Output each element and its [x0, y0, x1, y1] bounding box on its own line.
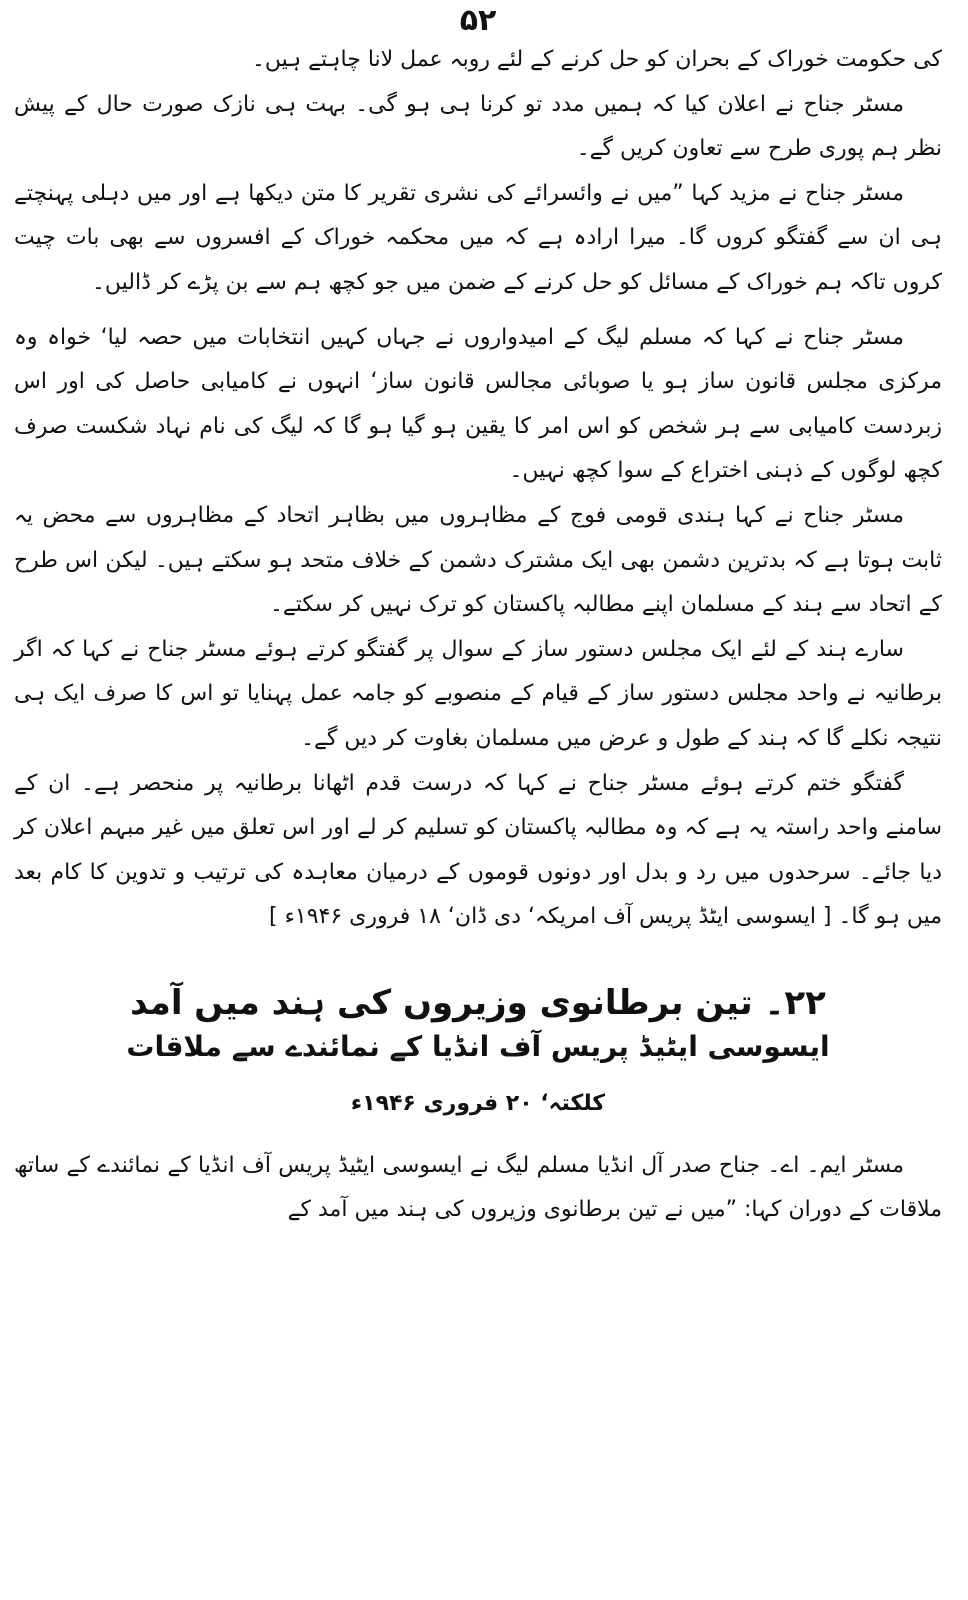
paragraph-cooperation: مسٹر جناح نے اعلان کیا کہ ہمیں مدد تو کرنا ہی ہو گی۔ بہت ہی نازک صورت حال کے پیش نظر ہم پوری طرح سے تعاون کریں گے۔	[14, 91, 942, 162]
section-title: ۲۲۔ تین برطانوی وزیروں کی ہند میں آمد	[130, 982, 826, 1023]
paragraph-conclusion	[14, 762, 942, 940]
paragraph-continuation: کی حکومت خوراک کے بحران کو حل کرنے کے لئے روبہ عمل لانا چاہتے ہیں۔	[251, 47, 942, 72]
paragraph-conclusion-text: گفتگو ختم کرتے ہوئے مسٹر جناح نے کہا کہ درست قدم اٹھانا برطانیہ پر منحصر ہے۔ ان کے سامنے واحد راستہ یہ ہے کہ وہ مطالبہ پاکستان کو تسلیم کر لے اور اس تعلق میں غیر مبہم اعلان کر دیا جائے۔ سرحدوں میں رد و بدل اور دونوں قوموں کے درمیان معاہدہ کی ترتیب و تدوین کا کام بعد میں ہو گا۔	[14, 770, 942, 930]
section-subtitle: ایسوسی ایٹیڈ پریس آف انڈیا کے نمائندے سے ملاقات	[126, 1029, 830, 1063]
source-citation: [ ایسوسی ایٹڈ پریس آف امریکہ‘ دی ڈان‘ ۱۸ فروری ۱۹۴۶ء ]	[269, 904, 832, 930]
page-number: ۵۲	[459, 3, 497, 38]
section-heading	[14, 980, 942, 1124]
section-body	[14, 1144, 942, 1233]
paragraph-interview-opening: مسٹر ایم۔ اے۔ جناح صدر آل انڈیا مسلم لیگ نے ایسوسی ایٹیڈ پریس آف انڈیا کے نمائندے کے ساتھ ملاقات کے دوران کہا: ”میں نے تین برطانوی وزیروں کی ہند میں آمد کے	[14, 1152, 942, 1223]
paragraph-ina-demonstrations: مسٹر جناح نے کہا ہندی قومی فوج کے مظاہروں میں بظاہر اتحاد کے مظاہروں سے محض یہ ثابت ہوتا ہے کہ بدترین دشمن بھی ایک مشترک دشمن کے خلاف متحد ہو سکتے ہیں۔ لیکن اس طرح کے اتحاد سے ہند کے مسلمان اپنے مطالبہ پاکستان کو ترک نہیں کر سکتے۔	[14, 502, 942, 618]
paragraph-viceroy-broadcast: مسٹر جناح نے مزید کہا ”میں نے وائسرائے کی نشری تقریر کا متن دیکھا ہے اور میں دہلی پہنچتے ہی ان سے گفتگو کروں گا۔ میرا ارادہ ہے کہ میں محکمہ خوراک کے افسروں سے بھی بات چیت کروں تاکہ ہم خوراک کے مسائل کو حل کرنے کے ضمن میں جو کچھ ہم سے بن پڑے کر ڈالیں۔	[14, 180, 942, 295]
paragraph-constituent-assembly: سارے ہند کے لئے ایک مجلس دستور ساز کے سوال پر گفتگو کرتے ہوئے مسٹر جناح نے کہا کہ اگر برطانیہ نے واحد مجلس دستور ساز کے قیام کے منصوبے کو جامہ عمل پہنایا تو اس کا صرف ایک ہی نتیجہ نکلے گا کہ ہند کے طول و عرض میں مسلمان بغاوت کر دیں گے۔	[14, 636, 942, 751]
dateline: کلکتہ‘ ۲۰ فروری ۱۹۴۶ء	[350, 1090, 606, 1116]
article-body	[14, 38, 942, 940]
paragraph-election-success: مسٹر جناح نے کہا کہ مسلم لیگ کے امیدواروں نے جہاں کہیں انتخابات میں حصہ لیا‘ خواہ وہ مرکزی مجلس قانون ساز ہو یا صوبائی مجالس قانون ساز‘ انہوں نے کامیابی حاصل کی اور اس زبردست کامیابی سے ہر شخص کو اس امر کا یقین ہو گیا ہو گا کہ لیگ کی نام نہاد شکست صرف کچھ لوگوں کے ذہنی اختراع کے سوا کچھ نہیں۔	[14, 324, 942, 484]
